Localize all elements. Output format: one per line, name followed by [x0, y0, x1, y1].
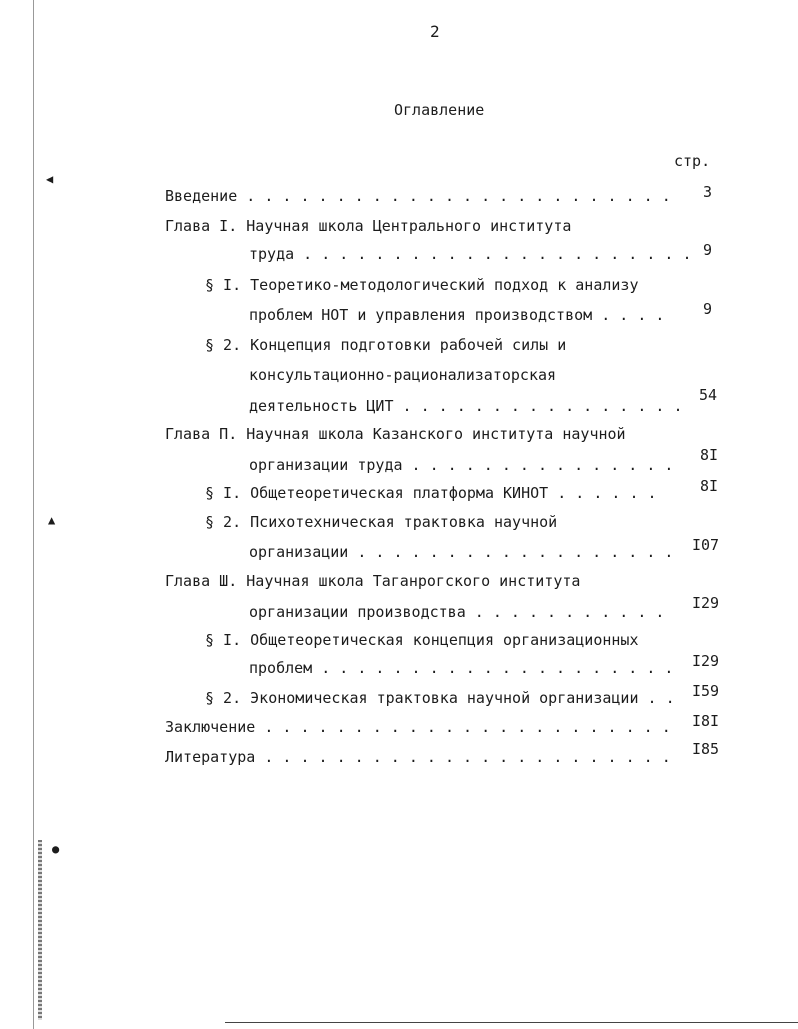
toc-entry-section-1-1: § I. Теоретико-методологический подход к анализу [205, 276, 639, 294]
toc-entry-chapter-3-cont: организации производства . . . . . . . . . . . [249, 603, 665, 621]
toc-page: 8I [700, 477, 719, 495]
toc-entry-section-3-1-cont: проблем . . . . . . . . . . . . . . . . . . . . [249, 659, 674, 677]
toc-entry-section-1-2-cont: консультационно-рационализаторская [249, 366, 557, 384]
toc-entry-section-2-2-cont: организации . . . . . . . . . . . . . . . . . . [249, 543, 674, 561]
toc-title: Оглавление [394, 101, 485, 119]
toc-entry-chapter-3: Глава Ш. Научная школа Таганрогского института [165, 572, 581, 590]
bottom-rule [225, 1022, 798, 1023]
punch-hole-mark: ● [52, 842, 60, 856]
toc-entry-chapter-2-cont: организации труда . . . . . . . . . . . . . . . [249, 456, 674, 474]
toc-page: I85 [692, 740, 720, 758]
toc-entry-section-1-2-cont: деятельность ЦИТ . . . . . . . . . . . . . . . . [249, 397, 683, 415]
toc-entry-chapter-2: Глава П. Научная школа Казанского института научной [165, 425, 626, 443]
toc-entry-section-2-2: § 2. Психотехническая трактовка научной [205, 513, 558, 531]
toc-entry-section-1-1-cont: проблем НОТ и управления производством . . . . [249, 306, 665, 324]
toc-page: I07 [692, 536, 720, 554]
toc-entry-chapter-1-cont: труда . . . . . . . . . . . . . . . . . . . . . . [249, 245, 692, 263]
page-number: 2 [430, 22, 440, 41]
toc-entry-section-3-2: § 2. Экономическая трактовка научной организации . . [205, 689, 675, 707]
toc-entry-bibliography: Литература . . . . . . . . . . . . . . . . . . . . . . . [165, 748, 671, 766]
toc-entry-chapter-1: Глава I. Научная школа Центрального института [165, 217, 572, 235]
binding-edge [38, 840, 42, 1020]
toc-entry-section-3-1: § I. Общетеоретическая концепция организационных [205, 631, 639, 649]
page-column-header: стр. [674, 152, 711, 170]
toc-entry-conclusion: Заключение . . . . . . . . . . . . . . . . . . . . . . . [165, 718, 671, 736]
margin-line [33, 0, 34, 1029]
punch-hole-mark: ◀ [46, 172, 54, 186]
toc-entry-section-2-1: § I. Общетеоретическая платформа КИНОТ . . . . . . [205, 484, 657, 502]
toc-page: I29 [692, 652, 720, 670]
toc-page: 54 [699, 386, 718, 404]
toc-page: I8I [692, 712, 720, 730]
toc-page: 3 [703, 183, 713, 201]
toc-entry-section-1-2: § 2. Концепция подготовки рабочей силы и [205, 336, 567, 354]
toc-entry-intro: Введение . . . . . . . . . . . . . . . . . . . . . . . . [165, 187, 671, 205]
toc-page: 8I [700, 446, 719, 464]
toc-page: 9 [703, 300, 713, 318]
toc-page: I59 [692, 682, 720, 700]
toc-page: I29 [692, 594, 720, 612]
toc-page: 9 [703, 241, 713, 259]
punch-hole-mark: ▲ [48, 513, 56, 527]
